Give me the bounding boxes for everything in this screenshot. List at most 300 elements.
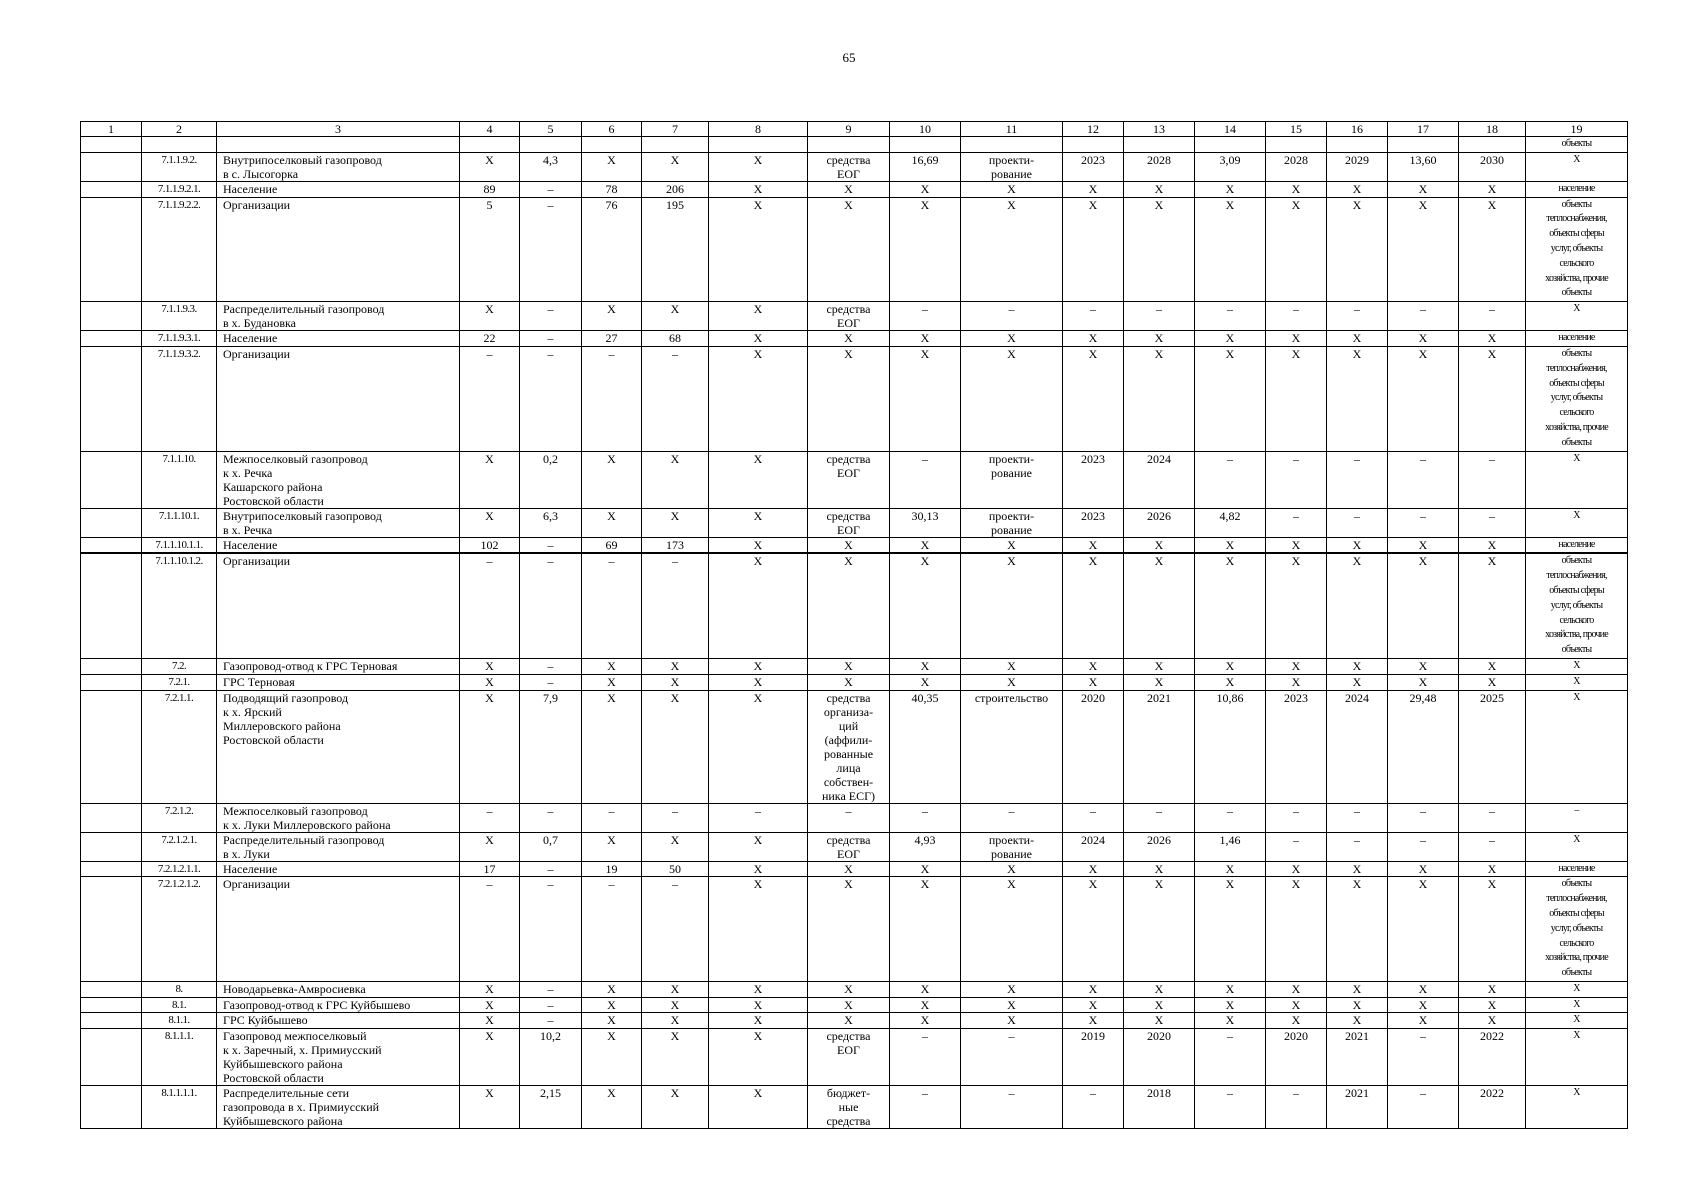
table-cell: средства ЕОГ <box>808 1029 890 1086</box>
table-cell: X <box>1124 997 1195 1013</box>
table-cell: 2030 <box>1459 152 1526 181</box>
table-cell: X <box>1388 861 1459 877</box>
table-cell: X <box>582 302 642 331</box>
table-cell: – <box>1063 803 1124 832</box>
table-cell: X <box>890 197 961 302</box>
table-cell: X <box>961 861 1063 877</box>
item-name-cell: Подводящий газопровод к х. Ярский Миллеровского района Ростовской области <box>217 690 460 803</box>
table-cell: 2023 <box>1063 451 1124 508</box>
header-cell: 19 <box>1526 122 1628 137</box>
table-cell: – <box>1266 302 1327 331</box>
investment-table <box>80 121 1628 1129</box>
table-cell: X <box>808 181 890 197</box>
table-cell <box>81 152 142 181</box>
item-code-cell: 7.2.1.2. <box>142 803 217 832</box>
table-cell: X <box>582 1086 642 1129</box>
table-cell: 19 <box>582 861 642 877</box>
table-cell: – <box>520 981 582 997</box>
table-cell: – <box>1459 508 1526 537</box>
table-cell: X <box>1124 331 1195 347</box>
item-name-cell: ГРС Куйбышево <box>217 1013 460 1029</box>
table-row <box>81 331 1628 347</box>
table-cell: X <box>890 658 961 674</box>
table-cell: X <box>460 508 520 537</box>
table-cell: – <box>1459 302 1526 331</box>
table-cell: X <box>808 981 890 997</box>
table-cell: X <box>709 997 808 1013</box>
table-cell: X <box>709 508 808 537</box>
table-cell: население <box>1526 537 1628 553</box>
table-cell: X <box>642 302 709 331</box>
table-cell: X <box>1266 658 1327 674</box>
table-cell: 10,86 <box>1195 690 1266 803</box>
table-cell <box>81 181 142 197</box>
item-name-cell: Новодарьевка-Амвросиевка <box>217 981 460 997</box>
header-cell: 9 <box>808 122 890 137</box>
table-cell: X <box>1124 981 1195 997</box>
table-cell: средства ЕОГ <box>808 302 890 331</box>
table-cell: X <box>1266 197 1327 302</box>
table-cell: X <box>1327 658 1388 674</box>
table-cell: X <box>642 508 709 537</box>
table-cell: 3,09 <box>1195 152 1266 181</box>
table-cell: X <box>808 197 890 302</box>
item-name-cell: Газопровод-отвод к ГРС Терновая <box>217 658 460 674</box>
table-cell <box>81 981 142 997</box>
table-cell: объекты <box>1526 137 1628 153</box>
item-name-cell: Газопровод-отвод к ГРС Куйбышево <box>217 997 460 1013</box>
table-cell: X <box>709 1086 808 1129</box>
table-cell: X <box>582 1013 642 1029</box>
table-cell <box>81 346 142 451</box>
table-cell: X <box>1195 553 1266 658</box>
table-cell: X <box>961 181 1063 197</box>
table-cell <box>1388 137 1459 153</box>
table-cell: X <box>1327 1013 1388 1029</box>
header-cell: 15 <box>1266 122 1327 137</box>
table-cell: X <box>1124 877 1195 982</box>
table-cell: 2028 <box>1124 152 1195 181</box>
table-cell: X <box>1124 674 1195 690</box>
table-cell: X <box>1195 658 1266 674</box>
table-row <box>81 181 1628 197</box>
table-cell: – <box>1327 451 1388 508</box>
table-cell: X <box>582 451 642 508</box>
table-cell: 2024 <box>1327 690 1388 803</box>
table-cell: X <box>1063 674 1124 690</box>
table-row <box>81 1086 1628 1129</box>
item-name-cell: Организации <box>217 346 460 451</box>
table-cell: X <box>1459 197 1526 302</box>
table-cell <box>961 137 1063 153</box>
table-cell: X <box>709 152 808 181</box>
table-cell: – <box>582 877 642 982</box>
table-row <box>81 803 1628 832</box>
table-cell: – <box>709 803 808 832</box>
item-name-cell: Межпоселковый газопровод к х. Речка Кашарского района Ростовской области <box>217 451 460 508</box>
table-cell: средства ЕОГ <box>808 152 890 181</box>
table-cell: 6,3 <box>520 508 582 537</box>
table-cell: – <box>520 877 582 982</box>
table-cell: – <box>460 346 520 451</box>
table-cell: X <box>1327 537 1388 553</box>
table-cell: 30,13 <box>890 508 961 537</box>
table-cell: – <box>520 1013 582 1029</box>
table-cell: X <box>808 553 890 658</box>
table-cell: 68 <box>642 331 709 347</box>
table-cell: объекты теплоснабжения, объекты сферы услуг, объекты сельского хозяйства, прочие объекты <box>1526 553 1628 658</box>
table-cell: X <box>642 997 709 1013</box>
item-code-cell: 7.1.1.10. <box>142 451 217 508</box>
table-cell: X <box>460 1029 520 1086</box>
table-cell: – <box>1459 832 1526 861</box>
item-code-cell: 7.2.1.2.1. <box>142 832 217 861</box>
table-cell <box>1195 137 1266 153</box>
table-cell: 4,82 <box>1195 508 1266 537</box>
table-cell: 16,69 <box>890 152 961 181</box>
table-cell: X <box>642 152 709 181</box>
table-cell: – <box>961 1029 1063 1086</box>
item-code-cell: 7.1.1.9.3.1. <box>142 331 217 347</box>
item-name-cell: Население <box>217 861 460 877</box>
table-cell: 2019 <box>1063 1029 1124 1086</box>
header-cell: 13 <box>1124 122 1195 137</box>
table-cell: 2021 <box>1124 690 1195 803</box>
table-cell <box>81 197 142 302</box>
table-cell: X <box>1526 690 1628 803</box>
table-cell: – <box>520 997 582 1013</box>
table-cell <box>81 537 142 553</box>
table-cell: X <box>1327 197 1388 302</box>
table-cell: X <box>709 861 808 877</box>
item-name-cell: Распределительный газопровод в х. Луки <box>217 832 460 861</box>
table-cell: 2022 <box>1459 1086 1526 1129</box>
table-cell: X <box>460 981 520 997</box>
table-cell: X <box>1327 997 1388 1013</box>
item-code-cell: 7.1.1.9.2. <box>142 152 217 181</box>
table-cell: 2,15 <box>520 1086 582 1129</box>
table-cell: X <box>460 1013 520 1029</box>
table-row <box>81 832 1628 861</box>
table-cell: X <box>1063 331 1124 347</box>
table-cell: проекти- рование <box>961 451 1063 508</box>
table-cell: X <box>1327 346 1388 451</box>
table-cell: X <box>709 331 808 347</box>
table-cell: X <box>642 690 709 803</box>
table-cell: X <box>1327 553 1388 658</box>
table-cell: – <box>961 302 1063 331</box>
table-cell <box>1327 137 1388 153</box>
table-cell: объекты теплоснабжения, объекты сферы услуг, объекты сельского хозяйства, прочие объекты <box>1526 877 1628 982</box>
table-cell: X <box>961 658 1063 674</box>
table-cell: – <box>890 451 961 508</box>
item-name-cell: Население <box>217 537 460 553</box>
table-cell: – <box>520 658 582 674</box>
item-name-cell <box>217 137 460 153</box>
table-cell: X <box>460 690 520 803</box>
table-cell: X <box>890 537 961 553</box>
table-cell: X <box>890 997 961 1013</box>
table-cell: – <box>1327 832 1388 861</box>
item-code-cell: 8.1.1. <box>142 1013 217 1029</box>
table-cell: 69 <box>582 537 642 553</box>
table-cell: X <box>460 658 520 674</box>
table-cell: X <box>1195 877 1266 982</box>
table-cell: 40,35 <box>890 690 961 803</box>
header-cell: 10 <box>890 122 961 137</box>
table-cell: X <box>642 1029 709 1086</box>
table-row <box>81 508 1628 537</box>
table-cell: 27 <box>582 331 642 347</box>
table-cell: X <box>582 997 642 1013</box>
table-cell <box>81 674 142 690</box>
table-cell: 2024 <box>1063 832 1124 861</box>
table-row <box>81 137 1628 153</box>
table-cell: население <box>1526 861 1628 877</box>
table-cell: X <box>961 331 1063 347</box>
table-cell: X <box>1266 537 1327 553</box>
table-cell: X <box>460 302 520 331</box>
table-cell: средства ЕОГ <box>808 508 890 537</box>
table-cell <box>81 451 142 508</box>
table-cell: X <box>1124 537 1195 553</box>
table-cell: 2021 <box>1327 1086 1388 1129</box>
table-cell: 89 <box>460 181 520 197</box>
table-cell: X <box>1459 877 1526 982</box>
table-cell: – <box>1327 803 1388 832</box>
table-cell: – <box>1063 302 1124 331</box>
table-cell <box>582 137 642 153</box>
header-cell: 14 <box>1195 122 1266 137</box>
table-cell: X <box>890 674 961 690</box>
table-cell: – <box>1459 803 1526 832</box>
table-cell: X <box>582 1029 642 1086</box>
table-cell: X <box>582 152 642 181</box>
table-cell: X <box>1195 346 1266 451</box>
table-cell: бюджет- ные средства <box>808 1086 890 1129</box>
item-code-cell: 7.2.1. <box>142 674 217 690</box>
table-cell: X <box>808 346 890 451</box>
table-cell <box>81 137 142 153</box>
header-cell: 7 <box>642 122 709 137</box>
table-row <box>81 674 1628 690</box>
table-cell: X <box>709 832 808 861</box>
table-cell: – <box>642 803 709 832</box>
header-cell: 12 <box>1063 122 1124 137</box>
table-cell: X <box>1124 658 1195 674</box>
table-body <box>81 137 1628 1129</box>
table-cell: X <box>1526 451 1628 508</box>
table-cell: X <box>460 674 520 690</box>
table-cell: X <box>808 861 890 877</box>
table-cell: X <box>582 690 642 803</box>
header-row <box>81 122 1628 137</box>
table-cell: – <box>1063 1086 1124 1129</box>
table-cell <box>709 137 808 153</box>
table-cell: X <box>1063 553 1124 658</box>
table-cell: X <box>961 197 1063 302</box>
table-cell: X <box>1124 346 1195 451</box>
item-name-cell: Внутрипоселковый газопровод в с. Лысогорка <box>217 152 460 181</box>
table-cell: X <box>1526 981 1628 997</box>
table-cell: X <box>1266 981 1327 997</box>
table-cell: 2023 <box>1063 508 1124 537</box>
header-cell: 17 <box>1388 122 1459 137</box>
table-cell: – <box>890 803 961 832</box>
table-cell: 4,3 <box>520 152 582 181</box>
item-code-cell: 7.1.1.9.3. <box>142 302 217 331</box>
table-cell: – <box>1266 508 1327 537</box>
table-cell: – <box>642 553 709 658</box>
table-cell: 2026 <box>1124 832 1195 861</box>
table-cell: X <box>1459 674 1526 690</box>
table-cell: X <box>1459 658 1526 674</box>
table-row <box>81 451 1628 508</box>
table-cell: X <box>642 981 709 997</box>
table-cell: – <box>1388 803 1459 832</box>
table-cell: X <box>1388 658 1459 674</box>
header-cell: 5 <box>520 122 582 137</box>
table-row <box>81 861 1628 877</box>
item-name-cell: ГРС Терновая <box>217 674 460 690</box>
table-cell <box>890 137 961 153</box>
table-row <box>81 997 1628 1013</box>
item-name-cell: Внутрипоселковый газопровод в х. Речка <box>217 508 460 537</box>
table-row <box>81 877 1628 982</box>
table-cell <box>81 803 142 832</box>
table-cell: 102 <box>460 537 520 553</box>
table-cell: X <box>582 658 642 674</box>
item-code-cell: 7.1.1.9.2.1. <box>142 181 217 197</box>
table-cell: X <box>890 877 961 982</box>
table-cell: X <box>1266 553 1327 658</box>
item-name-cell: Межпоселковый газопровод к х. Луки Миллеровского района <box>217 803 460 832</box>
table-cell: X <box>1526 302 1628 331</box>
header-cell: 1 <box>81 122 142 137</box>
table-cell: X <box>1266 674 1327 690</box>
table-cell: X <box>460 1086 520 1129</box>
table-cell: X <box>582 832 642 861</box>
table-cell: X <box>890 553 961 658</box>
header-cell: 18 <box>1459 122 1526 137</box>
table-cell: – <box>520 346 582 451</box>
table-cell: – <box>582 553 642 658</box>
table-cell: X <box>1063 537 1124 553</box>
table-cell: 1,46 <box>1195 832 1266 861</box>
table-cell <box>81 658 142 674</box>
table-cell: X <box>1526 508 1628 537</box>
table-cell: X <box>1388 877 1459 982</box>
item-code-cell: 7.1.1.10.1.2. <box>142 553 217 658</box>
table-cell: X <box>1195 181 1266 197</box>
table-cell <box>81 997 142 1013</box>
table-cell: X <box>709 346 808 451</box>
table-cell: 2018 <box>1124 1086 1195 1129</box>
table-cell: X <box>808 537 890 553</box>
item-name-cell: Газопровод межпоселковый к х. Заречный, х. Примиусский Куйбышевского района Ростовской области <box>217 1029 460 1086</box>
table-cell: – <box>642 877 709 982</box>
header-cell: 6 <box>582 122 642 137</box>
table-cell: X <box>1459 537 1526 553</box>
table-cell: X <box>808 658 890 674</box>
table-cell: 2020 <box>1124 1029 1195 1086</box>
table-cell: X <box>1327 981 1388 997</box>
table-cell: 76 <box>582 197 642 302</box>
table-cell: X <box>709 1029 808 1086</box>
table-cell: – <box>582 346 642 451</box>
table-cell: X <box>1124 1013 1195 1029</box>
table-cell: X <box>961 674 1063 690</box>
table-cell <box>81 1029 142 1086</box>
table-cell: 2023 <box>1063 152 1124 181</box>
table-cell <box>642 137 709 153</box>
table-cell: X <box>1063 197 1124 302</box>
table-cell: X <box>642 1086 709 1129</box>
table-cell: X <box>582 981 642 997</box>
item-code-cell: 7.2.1.2.1.1. <box>142 861 217 877</box>
table-cell: X <box>961 1013 1063 1029</box>
table-cell: X <box>1388 674 1459 690</box>
table-cell: X <box>1388 331 1459 347</box>
table-cell: X <box>1459 346 1526 451</box>
table-cell: X <box>1526 1086 1628 1129</box>
table-cell <box>81 877 142 982</box>
table-cell: X <box>1526 997 1628 1013</box>
item-code-cell: 8.1.1.1.1. <box>142 1086 217 1129</box>
item-code-cell: 7.2. <box>142 658 217 674</box>
header-cell: 16 <box>1327 122 1388 137</box>
table-cell: X <box>709 197 808 302</box>
table-cell: X <box>1459 181 1526 197</box>
table-cell: X <box>642 832 709 861</box>
table-cell: X <box>890 981 961 997</box>
table-cell: – <box>890 1029 961 1086</box>
table-cell: X <box>1459 981 1526 997</box>
table-cell: X <box>1388 197 1459 302</box>
table-cell: X <box>709 877 808 982</box>
item-code-cell: 8. <box>142 981 217 997</box>
table-cell: X <box>961 997 1063 1013</box>
table-cell: X <box>642 451 709 508</box>
table-cell: – <box>890 1086 961 1129</box>
table-cell: население <box>1526 331 1628 347</box>
table-cell: 2024 <box>1124 451 1195 508</box>
item-code-cell: 7.2.1.1. <box>142 690 217 803</box>
table-cell: X <box>1063 981 1124 997</box>
table-cell: 2020 <box>1063 690 1124 803</box>
table-cell: – <box>520 331 582 347</box>
table-row <box>81 537 1628 553</box>
table-cell: X <box>642 658 709 674</box>
table-cell: X <box>1195 674 1266 690</box>
header-cell: 11 <box>961 122 1063 137</box>
table-cell: X <box>1526 1013 1628 1029</box>
table-cell: X <box>890 331 961 347</box>
item-name-cell: Распределительный газопровод в х. Будановка <box>217 302 460 331</box>
table-cell: X <box>808 877 890 982</box>
item-code-cell: 7.1.1.9.2.2. <box>142 197 217 302</box>
table-cell: X <box>1195 1013 1266 1029</box>
table-cell: X <box>642 1013 709 1029</box>
table-cell: – <box>1195 803 1266 832</box>
item-name-cell: Организации <box>217 553 460 658</box>
table-row <box>81 690 1628 803</box>
table-cell: X <box>1459 331 1526 347</box>
item-name-cell: Население <box>217 331 460 347</box>
table-cell: 2029 <box>1327 152 1388 181</box>
table-cell: – <box>642 346 709 451</box>
table-cell: – <box>1388 832 1459 861</box>
